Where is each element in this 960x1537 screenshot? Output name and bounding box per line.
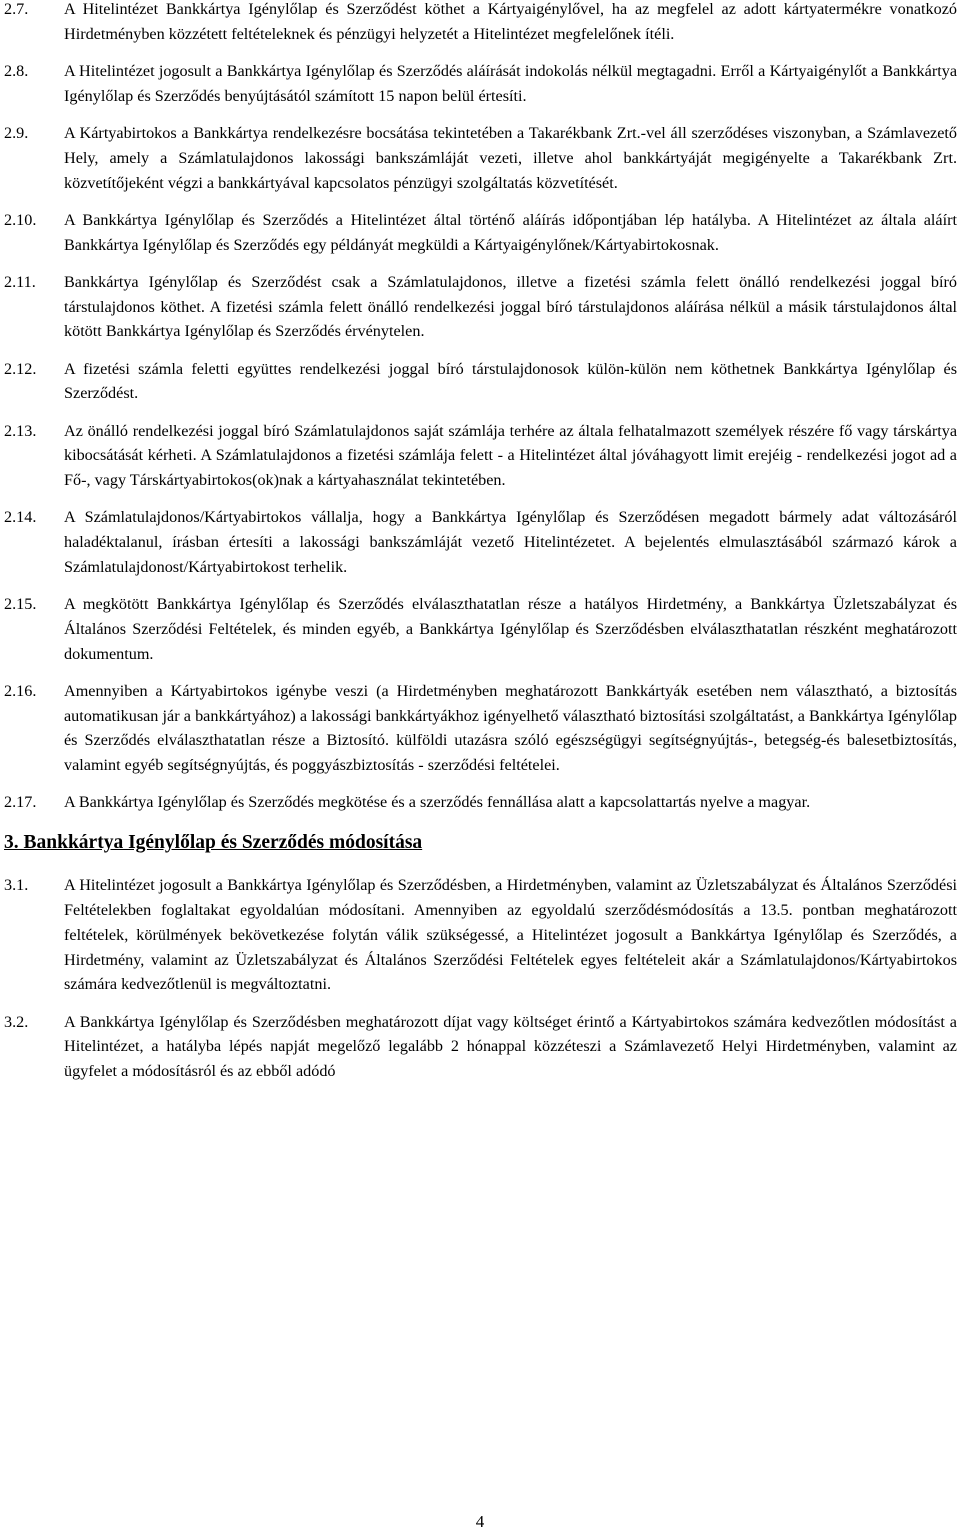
paragraph-number: 2.13. [4, 421, 37, 440]
paragraph-text: A Bankkártya Igénylőlap és Szerződés a Hitelintézet által történő aláírás időpontjában lép hatályba. A Hitelintézet az általa aláírt Bankkártya Igénylőlap és Szerződés egy példányát megküldi a Kártyaigénylőnek/Kártyabirtokosnak. [64, 210, 957, 254]
numbered-paragraph [4, 0, 957, 47]
numbered-paragraph [4, 592, 957, 666]
paragraph-text: A Hitelintézet jogosult a Bankkártya Igénylőlap és Szerződésben, a Hirdetményben, valamint az Üzletszabályzat és Általános Szerződési Feltételekben foglaltakat egyoldalúan módosítani. Amennyiben az egyoldalú szerződésmódosítás a 13.5. pontban meghatározott feltételek, körülmények bekövetkezése folytán válik szükségessé, a Hitelintézet jogosult a Bankkártya Igénylőlap és Szerződés, a Hirdetmény, valamint az Üzletszabályzat és Általános Szerződési Feltételek egyes feltételeit akár a Számlatulajdonos/Kártyabirtokos számára kedvezőtlenül is megváltoztatni. [64, 876, 957, 994]
paragraph-number: 3.2. [4, 1012, 29, 1031]
numbered-paragraph [4, 357, 957, 407]
numbered-paragraph [4, 790, 957, 815]
paragraph-text: A Hitelintézet jogosult a Bankkártya Igénylőlap és Szerződés aláírását indokolás nélkül megtagadni. Erről a Kártyaigénylőt a Bankkártya Igénylőlap és Szerződés benyújtásától számított 15 napon belül értesíti. [64, 61, 957, 105]
paragraph-text: A Kártyabirtokos a Bankkártya rendelkezésre bocsátása tekintetében a Takarékbank Zrt.-vel áll szerződéses viszonyban, a Számlavezető Hely, amely a Számlatulajdonos lakossági bankszámláját vezeti, illetve ahol bankkártyáját megigényelte a Takarékbank Zrt. közvetítőjeként végzi a bankkártyával kapcsolatos pénzügyi szolgáltatás közvetítését. [64, 123, 957, 192]
section-heading [4, 831, 957, 855]
paragraph-text: Bankkártya Igénylőlap és Szerződést csak a Számlatulajdonos, illetve a fizetési számla felett önálló rendelkezési joggal bíró társtulajdonos köthet. A fizetési számla felett önálló rendelkezési joggal bíró társtulajdonos aláírása nélkül a másik társtulajdonos által kötött Bankkártya Igénylőlap és Szerződés érvénytelen. [64, 272, 957, 341]
paragraph-text: Az önálló rendelkezési joggal bíró Számlatulajdonos saját számlája terhére az általa felhatalmazott személyek részére fő vagy társkártya kibocsátását kérheti. A Számlatulajdonos a fizetési számlája felett - a Hitelintézet által jóváhagyott limit erejéig - rendelkezési jogot ad a Fő-, vagy Társkártyabirtokos(ok)nak a kártyahasználat tekintetében. [64, 421, 957, 490]
section-heading-text: 3. Bankkártya Igénylőlap és Szerződés módosítása [4, 832, 423, 854]
paragraph-text: A Bankkártya Igénylőlap és Szerződésben meghatározott díjat vagy költséget érintő a Kártyabirtokos számára kedvezőtlen módosítást a Hitelintézet, a hatályba lépés napját megelőző legalább 2 hónappal közzéteszi a Számlavezető Helyi Hirdetményben, valamint az ügyfelet a módosításról és az ebből adódó [64, 1012, 957, 1081]
paragraph-number: 2.11. [4, 272, 36, 291]
paragraph-text: A fizetési számla feletti együttes rendelkezési joggal bíró társtulajdonosok külön-külön nem köthetnek Bankkártya Igénylőlap és Szerződést. [64, 359, 957, 403]
numbered-paragraph [4, 59, 957, 109]
numbered-paragraph [4, 419, 957, 493]
paragraph-number: 2.12. [4, 359, 37, 378]
paragraph-number: 2.7. [4, 0, 29, 18]
numbered-paragraph [4, 1010, 957, 1084]
paragraph-number: 3.1. [4, 876, 29, 895]
numbered-paragraph [4, 208, 957, 258]
paragraph-number: 2.16. [4, 681, 37, 700]
paragraph-text: A Hitelintézet Bankkártya Igénylőlap és Szerződést köthet a Kártyaigénylővel, ha az megfelel az adott kártyatermékre vonatkozó Hirdetményben közzétett feltételeknek és pénzügyi helyzetét a Hitelintézet megfelelőnek ítéli. [64, 0, 957, 43]
numbered-paragraph [4, 270, 957, 344]
numbered-paragraph [4, 505, 957, 579]
page-number: 4 [475, 1512, 485, 1531]
numbered-paragraph [4, 873, 957, 997]
paragraph-text: Amennyiben a Kártyabirtokos igénybe veszi (a Hirdetményben meghatározott Bankkártyák esetében nem választható, a biztosítás automatikusan jár a bankkártyához) a lakossági bankkártyákhoz igényelhető választható biztosítási szolgáltatást, a Bankkártya Igénylőlap és Szerződés elválaszthatatlan része a Biztosító. külföldi utazásra szóló egészségügyi segítségnyújtás-, betegség-és balesetbiztosítás, valamint egyéb segítségnyújtás, és poggyászbiztosítás - szerződési feltételei. [64, 681, 957, 775]
paragraph-text: A megkötött Bankkártya Igénylőlap és Szerződés elválaszthatatlan része a hatályos Hirdetmény, a Bankkártya Üzletszabályzat és Általános Szerződési Feltételek, és minden egyéb, a Bankkártya Igénylőlap és Szerződésben elválaszthatatlan részként meghatározott dokumentum. [64, 595, 957, 663]
paragraph-number: 2.15. [4, 595, 37, 614]
paragraph-number: 2.8. [4, 61, 29, 80]
numbered-paragraph [4, 121, 957, 195]
paragraph-number: 2.17. [4, 793, 37, 812]
paragraph-number: 2.14. [4, 508, 37, 527]
paragraph-number: 2.10. [4, 210, 37, 229]
document-body [4, 0, 957, 1096]
paragraph-number: 2.9. [4, 123, 29, 142]
paragraph-text: A Számlatulajdonos/Kártyabirtokos vállalja, hogy a Bankkártya Igénylőlap és Szerződésen megadott bármely adat változásáról haladéktalanul, írásban értesíti a lakossági bankszámláját vezető Hitelintézetet. A bejelentés elmulasztásából származó károk a Számlatulajdonost/Kártyabirtokost terhelik. [64, 508, 957, 576]
paragraph-text: A Bankkártya Igénylőlap és Szerződés megkötése és a szerződés fennállása alatt a kapcsolattartás nyelve a magyar. [64, 793, 811, 812]
section-3-items [4, 873, 957, 1084]
section-2-items [4, 0, 957, 815]
numbered-paragraph [4, 679, 957, 778]
